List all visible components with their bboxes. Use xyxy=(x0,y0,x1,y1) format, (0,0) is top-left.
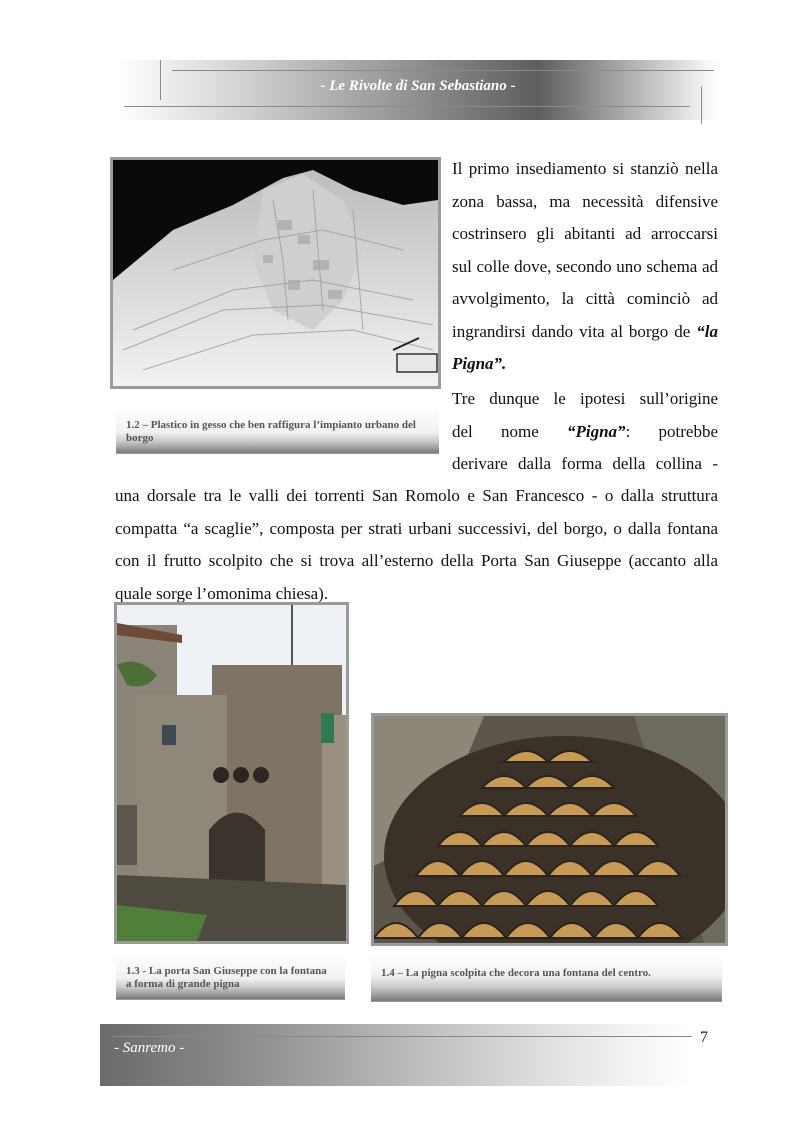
header-title: - Le Rivolte di San Sebastiano - xyxy=(320,78,516,94)
hypotheses-line-3: derivare dalla forma della collina - xyxy=(452,454,718,473)
figure-porta-san-giuseppe xyxy=(114,602,349,944)
carved-pine-cone-illustration xyxy=(374,716,725,943)
porta-san-giuseppe-illustration xyxy=(117,605,346,941)
hypotheses-line-2-b: : potrebbe xyxy=(625,421,718,441)
paragraph-settlement xyxy=(452,153,718,381)
caption-figure-1-3: 1.3 - La porta San Giuseppe con la fontana a forma di grande pigna xyxy=(116,953,345,1000)
hypotheses-line-2-a: del nome xyxy=(452,421,567,441)
footer-rule xyxy=(112,1036,692,1037)
figure-carved-pine-cone xyxy=(371,713,728,946)
plaster-model-illustration xyxy=(113,160,438,386)
figure-plaster-model xyxy=(110,157,441,389)
footer-label: - Sanremo - xyxy=(114,1040,185,1056)
emphasis-pigna: “Pigna” xyxy=(567,421,626,441)
hypotheses-line-1: Tre dunque le ipotesi sull’origine xyxy=(452,389,718,408)
header-rule-bottom xyxy=(124,106,690,107)
caption-figure-1-2: 1.2 – Plastico in gesso che ben raffigura l’impianto urbano del borgo xyxy=(116,407,439,454)
caption-figure-1-4: 1.4 – La pigna scolpita che decora una fontana del centro. xyxy=(371,955,722,1002)
paragraph-settlement-text: Il primo insediamento si stanziò nella zona bassa, ma necessità difensive costrinsero gli abitanti ad arroccarsi sul colle dove, secondo uno schema ad avvolgimento, la città cominciò ad ingrandirsi dando vita al borgo de xyxy=(452,159,718,341)
emphasis-la-pigna: “la Pigna”. xyxy=(452,321,718,373)
page-number: 7 xyxy=(700,1029,708,1046)
footer-band xyxy=(100,1024,690,1086)
hypotheses-line-2 xyxy=(452,416,718,449)
paragraph-hypotheses xyxy=(452,383,718,481)
paragraph-origins: una dorsale tra le valli dei torrenti San Romolo e San Francesco - o dalla struttura compatta “a scaglie”, composta per strati urbani successivi, del borgo, o dalla fontana con il frutto scolpito che si trova all’esterno della Porta San Giuseppe (accanto alla quale sorge l’omonima chiesa). xyxy=(115,486,718,603)
header-rule-top xyxy=(172,70,714,71)
